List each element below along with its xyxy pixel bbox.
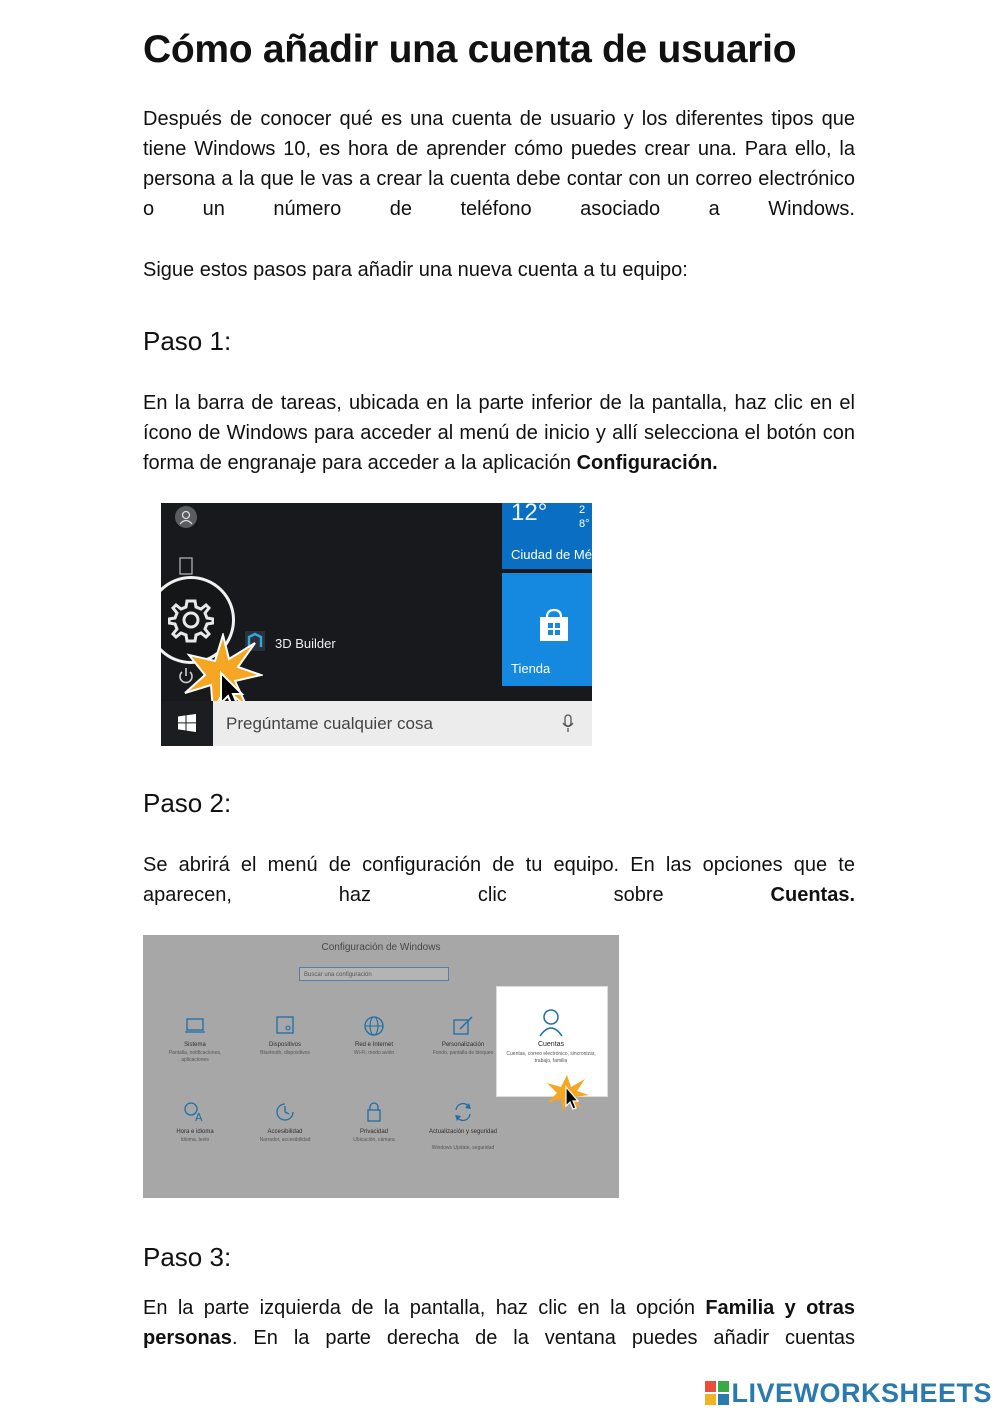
store-bag-icon: [538, 608, 570, 642]
settings-item-title[interactable]: Personalización: [441, 1042, 485, 1048]
microphone-icon: [561, 713, 575, 735]
update-icon: [452, 1101, 474, 1123]
settings-screenshot: [143, 935, 619, 1198]
personalization-icon: [452, 1015, 474, 1037]
windows-start-button[interactable]: [161, 701, 213, 746]
devices-icon: [274, 1015, 296, 1037]
step2-heading: Paso 2:: [143, 788, 232, 818]
settings-item-sub: Bluetooth, dispositivos: [260, 1050, 310, 1056]
step3-heading: Paso 3:: [143, 1242, 232, 1272]
settings-item-sub: Idioma, texto: [180, 1137, 210, 1143]
settings-item-title[interactable]: Accesibilidad: [267, 1129, 303, 1135]
accounts-person-icon: [537, 1008, 565, 1038]
accounts-subtitle: Cuentas, correo electrónico, sincronizar, trabajo, familia: [506, 1051, 596, 1064]
svg-text:A: A: [195, 1111, 203, 1123]
settings-item-sub: Ubicación, cámara: [353, 1137, 395, 1143]
taskbar-search-text: Pregúntame cualquier cosa: [226, 714, 433, 733]
lock-icon: [363, 1101, 385, 1123]
weather-temperature: 12°: [511, 503, 548, 526]
settings-item-title[interactable]: Dispositivos: [268, 1042, 301, 1048]
settings-item-sub: Wi-Fi, modo avión: [353, 1050, 395, 1056]
start-menu-screenshot: [161, 503, 592, 746]
settings-title: Configuración de Windows: [321, 942, 441, 953]
step3-paragraph: [143, 1293, 855, 1353]
documents-icon: [175, 555, 197, 577]
time-language-icon: [183, 1101, 207, 1123]
step2-text: Se abrirá el menú de configuración de tu equipo. En las opciones que te aparecen, haz clic sobre: [143, 854, 855, 906]
windows-logo-icon: [178, 714, 196, 732]
3d-builder-label: 3D Builder: [275, 636, 336, 651]
settings-item-title[interactable]: Hora e idioma: [176, 1129, 214, 1135]
step3-bold: Familia y otras personas: [143, 1297, 855, 1349]
weather-city: Ciudad de Mé: [511, 547, 592, 562]
settings-item-title[interactable]: Privacidad: [359, 1129, 388, 1135]
weather-small-values: 2 8°: [579, 504, 590, 530]
intro-steps-line: Sigue estos pasos para añadir una nueva cuenta a tu equipo:: [143, 259, 688, 281]
accessibility-icon: [274, 1101, 296, 1123]
page-title: Cómo añadir una cuenta de usuario: [143, 28, 797, 71]
liveworksheets-logo: [705, 1378, 992, 1409]
settings-search-input[interactable]: Buscar una configuración: [299, 967, 449, 981]
settings-item-sub: Pantalla, notificaciones, aplicaciones: [168, 1050, 222, 1063]
settings-item-title[interactable]: Actualización y seguridad: [428, 1129, 498, 1135]
globe-icon: [363, 1015, 385, 1037]
liveworksheets-mark-icon: [705, 1381, 729, 1405]
step3-text-a: En la parte izquierda de la pantalla, haz clic en la opción: [143, 1297, 706, 1319]
intro-paragraph: Después de conocer qué es una cuenta de usuario y los diferentes tipos que tiene Windows 10, es hora de aprender cómo puedes crear una. Para ello, la persona a la que le vas a crear la cuenta debe contar con un correo electrónico o un número de teléfono asociado a Windows.: [143, 108, 855, 220]
settings-item-sub: Windows Update, seguridad: [431, 1145, 495, 1151]
settings-item-sub: Narrador, accesibilidad: [259, 1137, 311, 1143]
settings-item-title[interactable]: Red e Internet: [354, 1042, 394, 1048]
user-avatar-icon: [175, 506, 197, 528]
settings-item-title[interactable]: Sistema: [184, 1042, 206, 1048]
step2-bold: Cuentas.: [770, 884, 855, 906]
click-burst-icon: [543, 1073, 591, 1113]
step1-heading: Paso 1:: [143, 326, 232, 356]
step1-bold: Configuración.: [576, 452, 718, 474]
step1-text: En la barra de tareas, ubicada en la parte inferior de la pantalla, haz clic en el ícono de Windows para acceder al menú de inicio y allí selecciona el botón con forma de engranaje para acceder a la aplicación: [143, 392, 855, 474]
liveworksheets-logo-text: LIVEWORKSHEETS: [731, 1378, 992, 1408]
accounts-title: Cuentas: [537, 1041, 565, 1048]
settings-item-sub: Fondo, pantalla de bloqueo: [432, 1050, 494, 1056]
system-icon: [184, 1017, 206, 1035]
step2-paragraph: [143, 850, 855, 910]
step3-text-b: . En la parte derecha de la ventana puedes añadir cuentas: [231, 1327, 855, 1349]
step1-paragraph: [143, 388, 855, 478]
store-label: Tienda: [511, 661, 551, 676]
